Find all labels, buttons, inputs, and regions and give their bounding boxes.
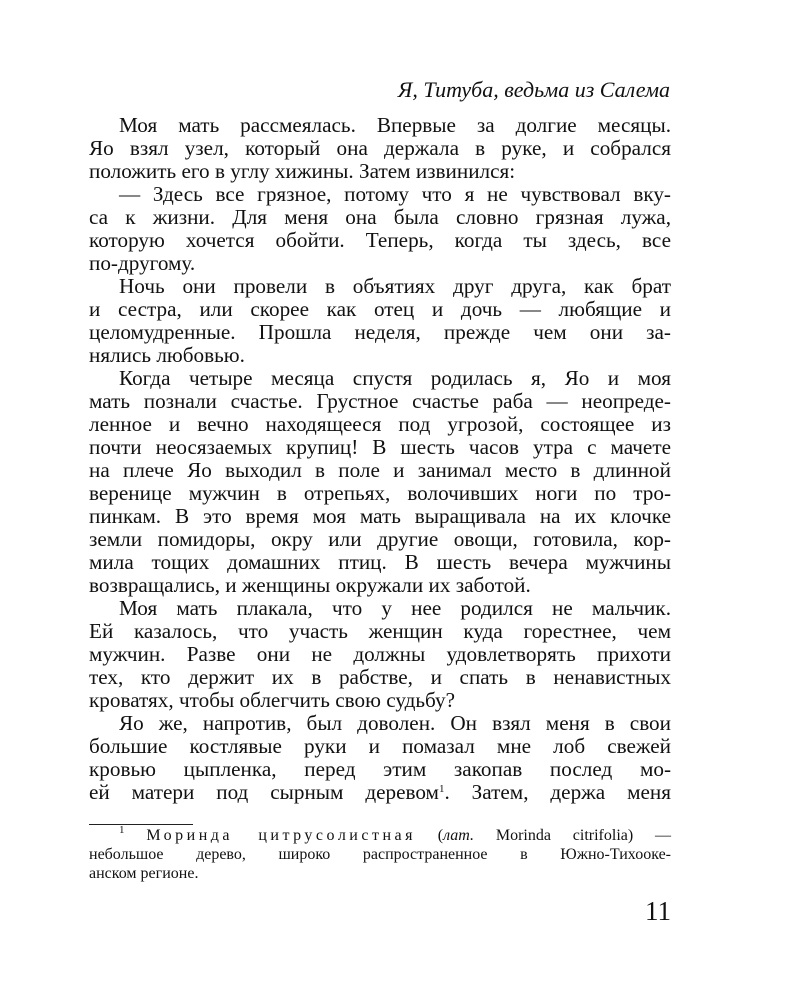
text-line: большие костлявые руки и помазал мне лоб свежей xyxy=(89,734,671,758)
body-text xyxy=(89,114,671,804)
text-line: земли помидоры, окру или другие овощи, готовила, кор- xyxy=(89,527,671,551)
footnote-paren: ( xyxy=(415,827,444,844)
footnote-separator xyxy=(89,824,193,825)
text-line: целомудренные. Прошла неделя, прежде чем они за- xyxy=(89,320,671,344)
footnote-ref: 1 xyxy=(438,783,445,795)
text-line: Яо же, напротив, был доволен. Он взял меня в свои xyxy=(119,711,671,735)
text-line: Когда четыре месяца спустя родилась я, Яо и моя xyxy=(119,366,671,390)
text-line: Яо взял узел, который она держала в руке, и собрался xyxy=(89,136,671,160)
text-line: — Здесь все грязное, потому что я не чувствовал вку- xyxy=(119,182,671,206)
text-line: Ей казалось, что участь женщин куда горестнее, чем xyxy=(89,619,671,643)
footnote-term: Моринда цитрусолистная xyxy=(146,827,416,844)
text-line: веренице мужчин в отрепьях, волочивших ноги по тро- xyxy=(89,481,671,505)
text-line: по-другому. xyxy=(89,251,196,275)
text-line-with-footnote-ref xyxy=(89,781,671,804)
text-line: мужчин. Разве они не должны удовлетворять прихоти xyxy=(89,642,671,666)
text-line: и сестра, или скорее как отец и дочь — любящие и xyxy=(89,297,671,321)
footnote-line xyxy=(89,826,671,845)
text-line: тех, кто держит их в рабстве, и спать в ненавистных xyxy=(89,665,671,689)
text-line: Ночь они провели в объятиях друг друга, как брат xyxy=(119,274,671,298)
text-line: возвращались, и женщины окружали их заботой. xyxy=(89,573,531,597)
text-line: нялись любовью. xyxy=(89,343,245,367)
text-line: мать познали счастье. Грустное счастье раба — неопреде- xyxy=(89,389,671,413)
text-line: Моя мать рассмеялась. Впервые за долгие месяцы. xyxy=(119,113,671,137)
footnote-line: анском регионе. xyxy=(89,865,199,882)
text-line: почти неосязаемых крупиц! В шесть часов утра с мачете xyxy=(89,435,671,459)
text-fragment: ей матери под сырным деревом xyxy=(89,780,439,804)
footnote-lang-abbr: лат. xyxy=(443,827,475,844)
text-line: кровью цыпленка, перед этим закопав послед мо- xyxy=(89,757,671,781)
footnote xyxy=(89,826,671,883)
text-line: мила тощих домашних птиц. В шесть вечера мужчины xyxy=(89,550,671,574)
text-line: пинкам. В это время моя мать выращивала на их клочке xyxy=(89,504,671,528)
text-line: которую хочется обойти. Теперь, когда ты здесь, все xyxy=(89,228,671,252)
text-line: кроватях, чтобы облегчить свою судьбу? xyxy=(89,688,456,712)
text-line: положить его в углу хижины. Затем извинился: xyxy=(89,159,516,183)
footnote-marker: 1 xyxy=(119,824,125,836)
text-fragment: . Затем, держа меня xyxy=(444,780,671,804)
page-number: 11 xyxy=(645,896,671,926)
running-title: Я, Титуба, ведьма из Салема xyxy=(397,77,670,102)
text-line: са к жизни. Для меня она была словно грязная лужа, xyxy=(89,205,671,229)
text-line: на плече Яо выходил в поле и занимал место в длинной xyxy=(89,458,671,482)
text-line: ленное и вечно находящееся под угрозой, состоящее из xyxy=(89,412,671,436)
footnote-latin-name: Morinda citrifolia) — xyxy=(474,827,671,844)
footnote-line: небольшое дерево, широко распространенное в Южно-Тихооке- xyxy=(89,846,671,863)
text-line: Моя мать плакала, что у нее родился не мальчик. xyxy=(119,596,671,620)
